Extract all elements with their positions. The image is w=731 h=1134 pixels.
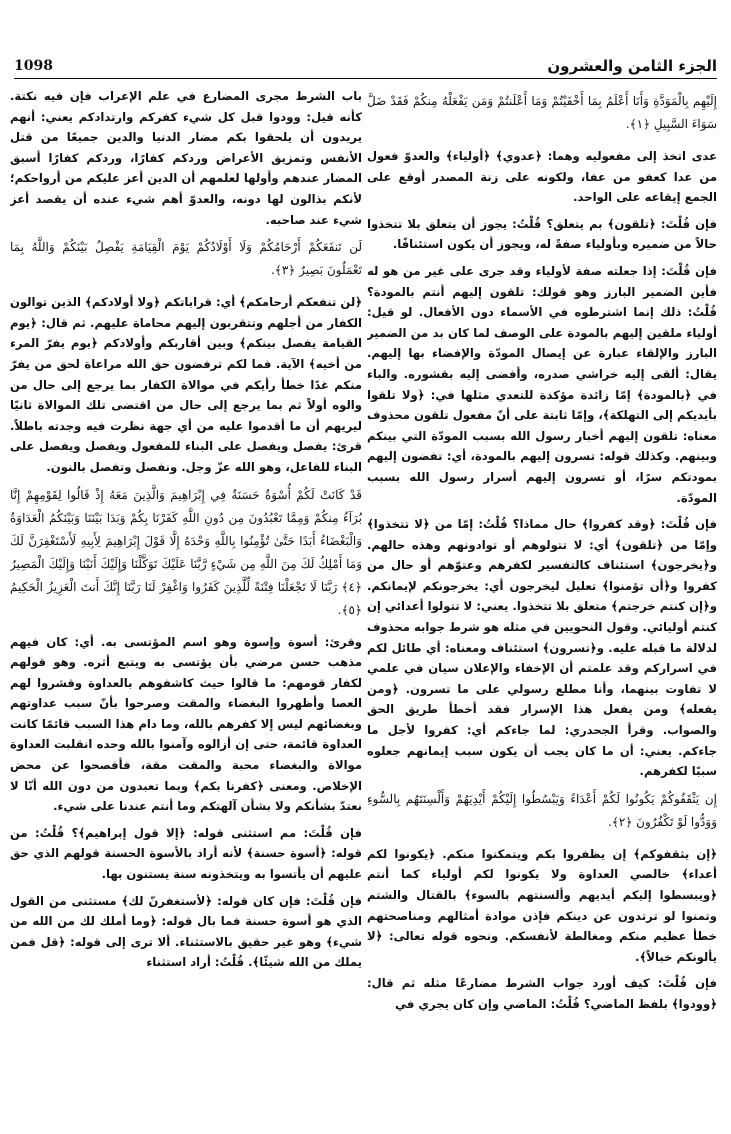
- commentary-paragraph: فإن قُلْتَ: كيف أورد جواب الشرط مضارعًا مثله ثم قال: ﴿وودوا﴾ بلفظ الماضي؟ قُلْتُ: الماضي وإن كان يجري في: [367, 976, 717, 1011]
- commentary-paragraph: فإن قُلْتَ: مم استثنى قوله: ﴿إلا قول إبراهيم﴾؟ قُلْتُ: من قوله: ﴿أسوة حسنة﴾ لأنه أراد بالأسوة الحسنة قولهم الذي حق عليهم أن يأتسوا به ويتخذونه سنة يستنون بها.: [10, 825, 362, 882]
- page-number: 1098: [14, 58, 53, 74]
- commentary-paragraph: فإن قُلْتَ: إذا جعلته صفة لأولياء وقد جرى على غير من هو له فأين الضمير البارز وهو قولك: تلقون إليهم أنتم بالمودة؟ قُلْتُ: ذلك إنما اشترطوه في الأسماء دون الأفعال. لو قيل: أولياء ملقين إليهم بالمودة على الوصف لما كان بد من الضمير البارز والإلقاء عبارة عن إيصال المودّة والإفضاء بها إليهم. يقال: ألقى إليه خراشي صدره، وأفضى إليه بقشوره. والباء في ﴿بالمودة﴾ إمّا زائدة مؤكدة للتعدي مثلها في: ﴿ولا تلقوا بأيديكم إلى التهلكة﴾، وإمّا ثابتة على أنّ مفعول تلقون محذوف معناه: تلقون إليهم أخبار رسول الله بسبب المودّة التي بينكم وبينهم. وكذلك قوله: تسرون إليهم بالمودة، أي: تفضون إليهم بمودتكم سرًا، أو تسرون إليهم أسرار رسول الله بسبب المودّة.: [367, 263, 717, 505]
- part-title: الجزء الثامن والعشرون: [547, 57, 717, 75]
- quran-verse: إِن يَثْقَفُوكُمْ يَكُونُوا لَكُمْ أَعْدَاءً وَيَبْسُطُوا إِلَيْكُمْ أَيْدِيَهُمْ وَأَلْسِنَتَهُم بِالسُّوءِ وَوَدُّوا لَوْ تَكْفُرُونَ ﴿٢﴾.: [367, 791, 717, 829]
- commentary-paragraph: فإن قُلْتَ: ﴿تلقون﴾ بم يتعلق؟ قُلْتُ: يجوز أن يتعلق بلا تتخذوا حالاً من ضميره وبأولياء صفةً له، ويجوز أن يكون استئنافًا.: [367, 216, 717, 252]
- quran-verse: لَن تَنفَعَكُمْ أَرْحَامُكُمْ وَلَا أَوْلَادُكُمْ يَوْمَ الْقِيَامَةِ يَفْصِلُ بَيْنَكُمْ وَاللَّهُ بِمَا تَعْمَلُونَ بَصِيرٌ ﴿٣﴾.: [10, 240, 362, 278]
- running-header: [14, 56, 717, 79]
- commentary-paragraph: فإن قُلْتَ: ﴿وقد كفروا﴾ حال مماذا؟ قُلْتُ: إمّا من ﴿لا تتخذوا﴾ وإمّا من ﴿تلقون﴾ أي: لا تتولوهم أو توادونهم وهذه حالهم. و﴿يخرجون﴾ استئناف كالتفسير لكفرهم وعتوّهم أو حال من كفروا و﴿أن تؤمنوا﴾ تعليل ليخرجون أي: يخرجونكم لإيمانكم. و﴿إن كنتم خرجتم﴾ متعلق بلا تتخذوا. يعني: لا تتولوا أعدائي إن كنتم أوليائي. وقول النحويين في مثله هو شرط جوابه محذوف لدلالة ما قبله عليه. و﴿تسرون﴾ استئناف ومعناه: أي طائل لكم في اسراركم وقد علمتم أن الإخفاء والإعلان سيان في علمي لا تفاوت بينهما، وأنا مطلع رسولي على ما تسرون. ﴿ومن يفعله﴾ ومن يفعل هذا الإسرار فقد أخطأ طريق الحق والصواب. وقرأ الجحدري: لما جاءكم أي: كفروا لأجل ما جاءكم. يعني: أن ما كان يجب أن يكون سبب إيمانهم جعلوه سببًا لكفرهم.: [367, 517, 717, 779]
- left-column: [10, 86, 362, 1126]
- quran-verse: إِلَيْهِم بِالْمَوَدَّةِ وَأَنَا أَعْلَمُ بِمَا أَخْفَيْتُمْ وَمَا أَعْلَنتُمْ وَمَن يَفْعَلْهُ مِنكُمْ فَقَدْ ضَلَّ سَوَاءَ السَّبِيلِ ﴿١﴾.: [367, 94, 717, 131]
- commentary-paragraph: فإن قُلْتَ: فإن كان قوله: ﴿لأستغفرنّ لك﴾ مستثنى من القول الذي هو أسوة حسنة فما بال قوله: ﴿وما أملك لك من الله من شيء﴾ وهو غير حقيق بالاستثناء. ألا ترى إلى قوله: ﴿قل فمن يملك من الله شيئًا﴾. قُلْتُ: أراد استثناء: [10, 893, 362, 970]
- commentary-paragraph: عدى اتخذ إلى مفعوليه وهما: ﴿عدوي﴾ ﴿أولياء﴾ والعدوّ فعول من عدا كعفو من عفا، ولكونه على زنة المصدر أوقع على الجمع إيقاعه على الواحد.: [367, 149, 717, 205]
- commentary-paragraph: ﴿إن يثقفوكم﴾ إن يظفروا بكم ويتمكنوا منكم. ﴿يكونوا لكم أعداء﴾ خالصي العداوة ولا يكونوا لكم أولياء كما أنتم ﴿ويبسطوا إليكم أيديهم وألسنتهم بالسوء﴾ بالقتال والشتم وتمنوا لو ترتدون عن دينكم فإذن موادة أمثالهم ومناصحتهم خطأ عظيم منكم ومغالطة لأنفسكم. ونحوه قوله تعالى: ﴿لا يألونكم خبالاً﴾.: [367, 846, 717, 964]
- right-column: [367, 86, 717, 1126]
- quran-verse: قَدْ كَانَتْ لَكُمْ أُسْوَةٌ حَسَنَةٌ فِي إِبْرَاهِيمَ وَالَّذِينَ مَعَهُ إِذْ قَالُوا لِقَوْمِهِمْ إِنَّا بُرَآءُ مِنكُمْ وَمِمَّا تَعْبُدُونَ مِن دُونِ اللَّهِ كَفَرْنَا بِكُمْ وَبَدَا بَيْنَنَا وَبَيْنَكُمُ الْعَدَاوَةُ وَالْبَغْضَاءُ أَبَدًا حَتَّىٰ تُؤْمِنُوا بِاللَّهِ وَحْدَهُ إِلَّا قَوْلَ إِبْرَاهِيمَ لِأَبِيهِ لَأَسْتَغْفِرَنَّ لَكَ وَمَا أَمْلِكُ لَكَ مِنَ اللَّهِ مِن شَيْءٍ رَّبَّنَا عَلَيْكَ تَوَكَّلْنَا وَإِلَيْكَ أَنَبْنَا وَإِلَيْكَ الْمَصِيرُ ﴿٤﴾ رَبَّنَا لَا تَجْعَلْنَا فِتْنَةً لِّلَّذِينَ كَفَرُوا وَاغْفِرْ لَنَا رَبَّنَا إِنَّكَ أَنتَ الْعَزِيزُ الْحَكِيمُ ﴿٥﴾.: [10, 487, 362, 617]
- commentary-paragraph: وقرئ: أسوة وإسوة وهو اسم المؤتسى به. أي: كان فيهم مذهب حسن مرضي بأن يؤتسى به ويتبع أثره. وهو قولهم لكفار قومهم: ما قالوا حيث كاشفوهم بالعداوة وقشروا لهم العصا وأظهروا البغضاء والمقت وصرحوا بأنّ سبب عداوتهم وبغضائهم ليس إلا كفرهم بالله، وما دام هذا السبب قائمًا كانت العداوة قائمة، حتى إن أزالوه وآمنوا بالله وحده انقلبت العداوة موالاة والبغضاء محبة والمقت مقة، فأفصحوا عن محض الإخلاص. ومعنى ﴿كفرنا بكم﴾ وبما تعبدون من دون الله أنّا لا نعتدّ بشأنكم ولا بشأن آلهتكم وما أنتم عندنا على شيء.: [10, 634, 362, 814]
- commentary-paragraph: ﴿لن تنفعكم أرحامكم﴾ أي: قراباتكم ﴿ولا أولادكم﴾ الذين توالون الكفار من أجلهم وتتقربون إليهم محاماة عليهم. ثم قال: ﴿يوم القيامة يفصل بينكم﴾ وبين أقاربكم وأولادكم ﴿يوم يفرّ المرء من أخيه﴾ الآية. فما لكم ترفضون حق الله مراعاة لحق من يفرّ منكم غدًا خطأ رأيكم في موالاة الكفار بما يرجع إلى حال من والوه أولاً ثم بما يرجع إلى حال من اقتضى تلك الموالاة ثانيًا ليريهم أن ما أقدموا عليه من أي جهة نظرت فيه وجدته باطلاً. قرئ: يفصل ويفصل على البناء للمفعول ويفصل ويفصل على البناء للفاعل، وهو الله عزّ وجل. ونفصل وتفصل بالنون.: [10, 295, 362, 474]
- commentary-paragraph: باب الشرط مجرى المضارع في علم الإعراب فإن فيه نكتة. كأنه قيل: وودوا قبل كل شيء كفركم وارتدادكم يعني: أنهم يريدون أن يلحقوا بكم مضار الدنيا والدين جميعًا من قتل الأنفس وتمزيق الأعراض وردكم كفارًا، وردكم كفارًا أسبق المضار عندهم وأولها لعلمهم أن الدين أعز عليكم من أرواحكم؛ لأنكم بذالون لها دونه، والعدوّ أهم شيء عنده أن يقصد أعز شيء عند صاحبه.: [10, 89, 362, 227]
